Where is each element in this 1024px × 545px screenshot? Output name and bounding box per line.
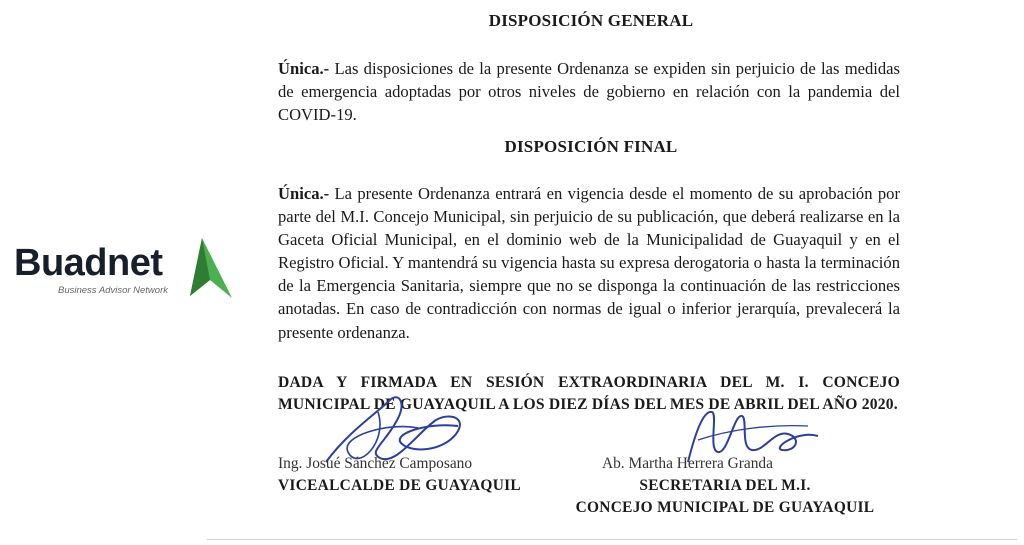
right-signatory-role: [560, 475, 890, 519]
logo-arrow-icon: [180, 238, 232, 304]
final-text: La presente Ordenanza entrará en vigencia desde el momento de su aprobación por parte del M.I. Concejo Municipal, sin perjuicio de su publicación, que deberá realizarse en la Gaceta Oficial Municipal, en el dominio web de la Municipalidad de Guayaquil y en el Registro Oficial. Y mantendrá su vigencia hasta su expresa derogatoria o hasta la terminación de la Emergencia Sanitaria, siempre que no se disponga la continuación de las restricciones anotadas. En caso de contradicción con normas de igual o inferior jerarquía, prevalecerá la presente ordenanza.: [278, 184, 900, 342]
logo-wordmark: Buadnet: [14, 242, 163, 284]
logo-tagline: Business Advisor Network: [58, 285, 168, 296]
left-signatory-name: Ing. Josué Sánchez Camposano: [278, 455, 473, 472]
buadnet-logo: [14, 238, 234, 308]
general-label: Única.-: [278, 59, 330, 78]
left-signatory: [278, 453, 521, 497]
final-paragraph: [278, 182, 900, 344]
general-text: Las disposiciones de la presente Ordenanza se expiden sin perjuicio de las medidas de emergencia adoptadas por otros niveles de gobierno en relación con la pandemia del COVID-19.: [278, 59, 900, 125]
right-signatory-name: Ab. Martha Herrera Granda: [602, 455, 773, 472]
final-heading: DISPOSICIÓN FINAL: [504, 137, 678, 156]
right-role-line1: SECRETARIA DEL M.I.: [639, 477, 811, 494]
final-label: Única.-: [278, 184, 330, 203]
right-role-line2: CONCEJO MUNICIPAL DE GUAYAQUIL: [575, 499, 875, 516]
right-signatory: [602, 453, 773, 475]
general-heading: DISPOSICIÓN GENERAL: [488, 11, 694, 30]
given-statement: DADA Y FIRMADA EN SESIÓN EXTRAORDINARIA DEL M. I. CONCEJO MUNICIPAL DE GUAYAQUIL A LOS DIEZ DÍAS DEL MES DE ABRIL DEL AÑO 2020.: [278, 374, 900, 413]
general-paragraph: [278, 57, 900, 126]
left-signatory-role: VICEALCALDE DE GUAYAQUIL: [278, 477, 521, 494]
bottom-divider: [207, 539, 1017, 540]
